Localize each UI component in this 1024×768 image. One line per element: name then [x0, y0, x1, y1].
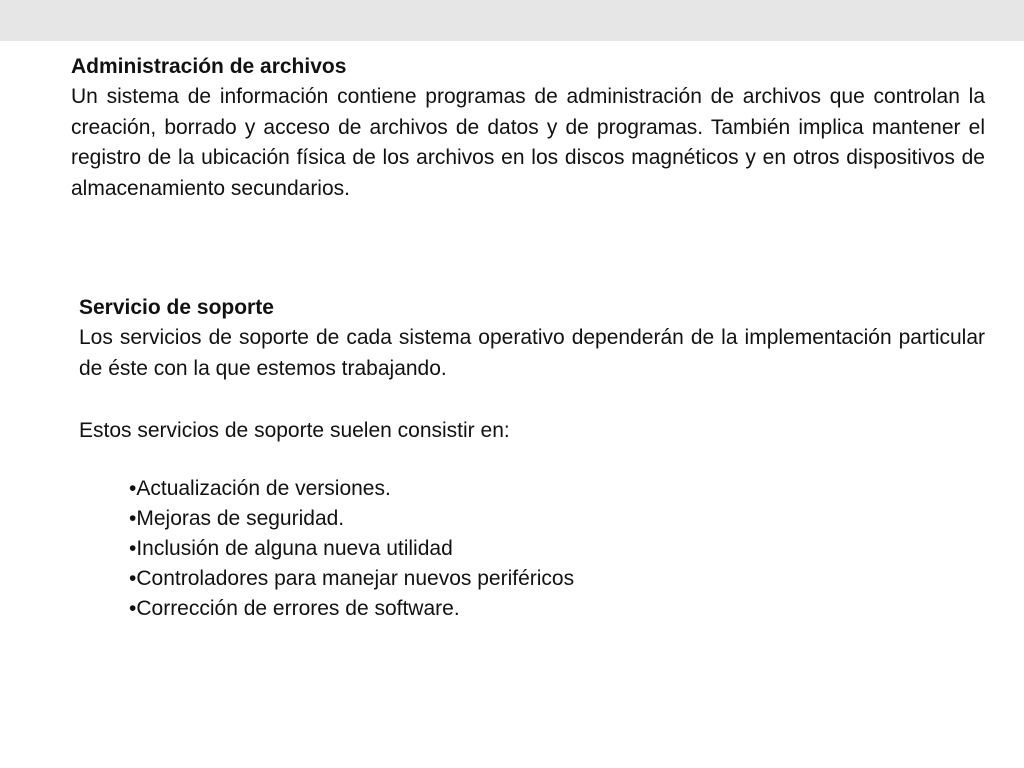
list-item: •Controladores para manejar nuevos periféricos — [129, 567, 575, 591]
support-list-intro: Estos servicios de soporte suelen consistir en: — [79, 419, 510, 443]
list-item: •Actualización de versiones. — [129, 477, 391, 501]
list-item: •Mejoras de seguridad. — [129, 507, 345, 531]
list-item: •Inclusión de alguna nueva utilidad — [129, 537, 453, 561]
support-bullet-list — [79, 474, 985, 624]
section-heading-files: Administración de archivos — [71, 55, 347, 78]
list-item: •Corrección de errores de software. — [129, 597, 460, 621]
section-support-service — [79, 293, 985, 624]
section-paragraph-files: Un sistema de información contiene programas de administración de archivos que controlan la creación, borrado y acceso de archivos de datos y de programas. También implica mantener el registro de la ubicación física de los archivos en los discos magnéticos y en otros dispositivos de almacenamiento secundarios. — [71, 85, 985, 200]
section-file-administration — [71, 52, 985, 204]
section-paragraph-support: Los servicios de soporte de cada sistema operativo dependerán de la implementación particular de éste con la que estemos trabajando. — [79, 326, 985, 380]
section-heading-support: Servicio de soporte — [79, 296, 274, 319]
top-banner-bar — [0, 0, 1024, 41]
